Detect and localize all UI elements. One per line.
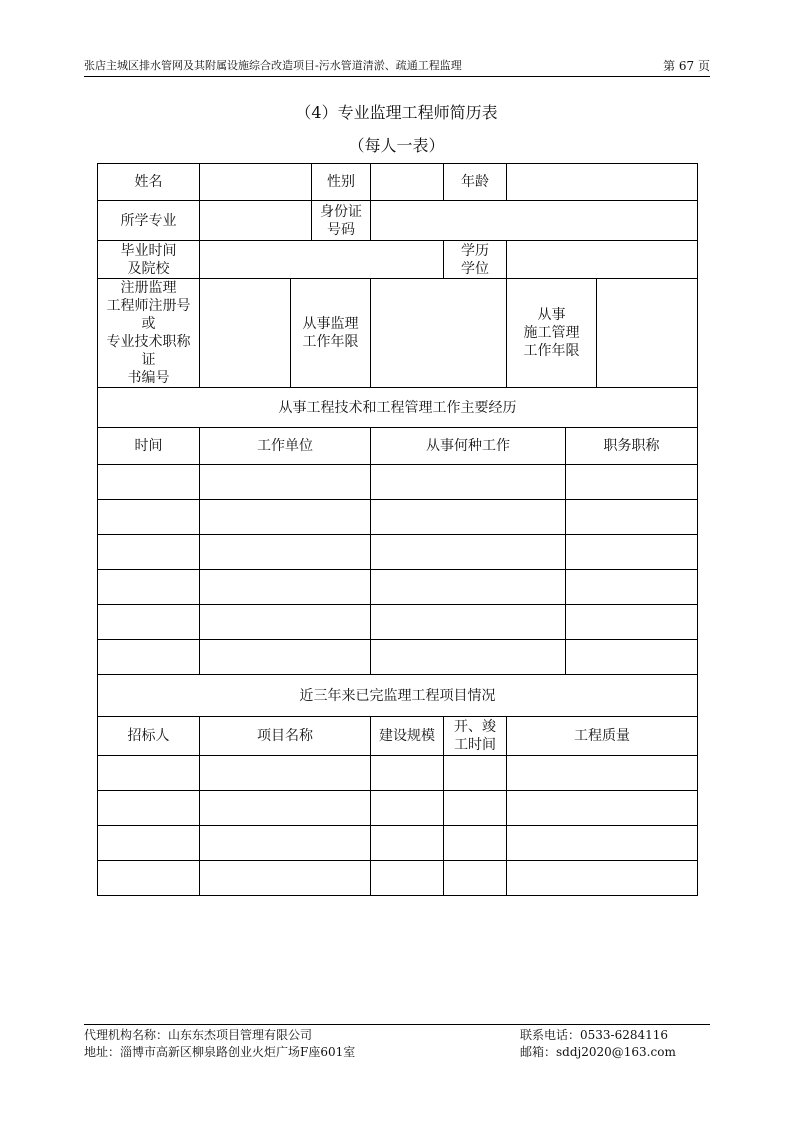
footer-address: 地址：淄博市高新区柳泉路创业火炬广场F座601室 [84, 1045, 356, 1059]
page-title: （4）专业监理工程师简历表 [295, 103, 498, 122]
registration-cell[interactable] [200, 279, 291, 388]
graduation-label: 毕业时间 及院校 [98, 241, 200, 279]
exp-cell[interactable] [98, 465, 200, 500]
page-header [84, 58, 710, 74]
exp-cell[interactable] [98, 570, 200, 605]
footer-divider [84, 1024, 710, 1025]
registration-label: 注册监理 工程师注册号或 专业技术职称证 书编号 [98, 279, 200, 388]
proj-cell[interactable] [507, 791, 698, 826]
exp-cell[interactable] [566, 500, 698, 535]
name-label: 姓名 [98, 164, 200, 201]
exp-cell[interactable] [200, 465, 371, 500]
experience-row [98, 570, 698, 605]
education-cell[interactable] [507, 241, 698, 279]
proj-cell[interactable] [444, 756, 507, 791]
proj-cell[interactable] [444, 791, 507, 826]
construction-years-cell[interactable] [597, 279, 698, 388]
exp-cell[interactable] [566, 465, 698, 500]
exp-cell[interactable] [98, 500, 200, 535]
proj-header-scale: 建设规模 [371, 717, 444, 756]
proj-cell[interactable] [200, 861, 371, 896]
exp-header-time: 时间 [98, 428, 200, 465]
header-project-title: 张店主城区排水管网及其附属设施综合改造项目-污水管道清淤、疏通工程监理 [84, 59, 462, 72]
age-label: 年龄 [444, 164, 507, 201]
experience-section-title: 从事工程技术和工程管理工作主要经历 [98, 388, 698, 428]
project-row [98, 861, 698, 896]
gender-label: 性别 [312, 164, 371, 201]
proj-header-project-name: 项目名称 [200, 717, 371, 756]
proj-cell[interactable] [371, 791, 444, 826]
exp-cell[interactable] [98, 535, 200, 570]
footer-phone: 联系电话：0533-6284116 [520, 1028, 669, 1042]
proj-cell[interactable] [444, 861, 507, 896]
header-divider [84, 76, 710, 77]
proj-cell[interactable] [507, 826, 698, 861]
experience-section-row [98, 388, 698, 428]
id-cell[interactable] [371, 201, 698, 241]
proj-cell[interactable] [371, 826, 444, 861]
projects-header-row [98, 717, 698, 756]
resume-form-table [97, 163, 698, 896]
experience-row [98, 640, 698, 675]
major-label: 所学专业 [98, 201, 200, 241]
proj-cell[interactable] [200, 791, 371, 826]
header-page-number: 第 67 页 [663, 59, 710, 73]
exp-cell[interactable] [98, 605, 200, 640]
row-basic-3 [98, 241, 698, 279]
proj-header-dates: 开、竣 工时间 [444, 717, 507, 756]
id-label: 身份证 号码 [312, 201, 371, 241]
proj-header-client: 招标人 [98, 717, 200, 756]
project-row [98, 826, 698, 861]
row-basic-2 [98, 201, 698, 241]
construction-years-label: 从事 施工管理 工作年限 [507, 279, 597, 388]
exp-cell[interactable] [200, 500, 371, 535]
row-basic-4 [98, 279, 698, 388]
project-row [98, 756, 698, 791]
proj-cell[interactable] [371, 756, 444, 791]
exp-header-employer: 工作单位 [200, 428, 371, 465]
experience-row [98, 500, 698, 535]
proj-header-quality: 工程质量 [507, 717, 698, 756]
proj-cell[interactable] [444, 826, 507, 861]
proj-cell[interactable] [98, 826, 200, 861]
exp-cell[interactable] [371, 605, 566, 640]
exp-cell[interactable] [200, 605, 371, 640]
projects-section-row [98, 675, 698, 717]
projects-section-title: 近三年来已完监理工程项目情况 [98, 675, 698, 717]
age-cell[interactable] [507, 164, 698, 201]
proj-cell[interactable] [507, 861, 698, 896]
proj-cell[interactable] [200, 826, 371, 861]
proj-cell[interactable] [98, 861, 200, 896]
exp-cell[interactable] [566, 570, 698, 605]
proj-cell[interactable] [507, 756, 698, 791]
exp-header-work-type: 从事何种工作 [371, 428, 566, 465]
exp-cell[interactable] [371, 500, 566, 535]
exp-cell[interactable] [371, 640, 566, 675]
exp-cell[interactable] [200, 640, 371, 675]
page-subtitle: （每人一表） [348, 136, 445, 155]
graduation-cell[interactable] [200, 241, 444, 279]
exp-cell[interactable] [566, 535, 698, 570]
exp-cell[interactable] [371, 535, 566, 570]
supervision-years-cell[interactable] [371, 279, 507, 388]
exp-header-position: 职务职称 [566, 428, 698, 465]
exp-cell[interactable] [371, 465, 566, 500]
gender-cell[interactable] [371, 164, 444, 201]
exp-cell[interactable] [200, 535, 371, 570]
exp-cell[interactable] [200, 570, 371, 605]
row-basic-1 [98, 164, 698, 201]
supervision-years-label: 从事监理 工作年限 [291, 279, 371, 388]
footer-agency: 代理机构名称：山东东杰项目管理有限公司 [84, 1028, 313, 1042]
major-cell[interactable] [200, 201, 312, 241]
education-label: 学历 学位 [444, 241, 507, 279]
exp-cell[interactable] [566, 605, 698, 640]
footer-email: 邮箱：sddj2020@163.com [520, 1045, 676, 1059]
project-row [98, 791, 698, 826]
proj-cell[interactable] [98, 791, 200, 826]
proj-cell[interactable] [371, 861, 444, 896]
exp-cell[interactable] [566, 640, 698, 675]
name-cell[interactable] [200, 164, 312, 201]
experience-header-row [98, 428, 698, 465]
proj-cell[interactable] [200, 756, 371, 791]
proj-cell[interactable] [98, 756, 200, 791]
experience-row [98, 535, 698, 570]
exp-cell[interactable] [371, 570, 566, 605]
exp-cell[interactable] [98, 640, 200, 675]
experience-row [98, 605, 698, 640]
experience-row [98, 465, 698, 500]
